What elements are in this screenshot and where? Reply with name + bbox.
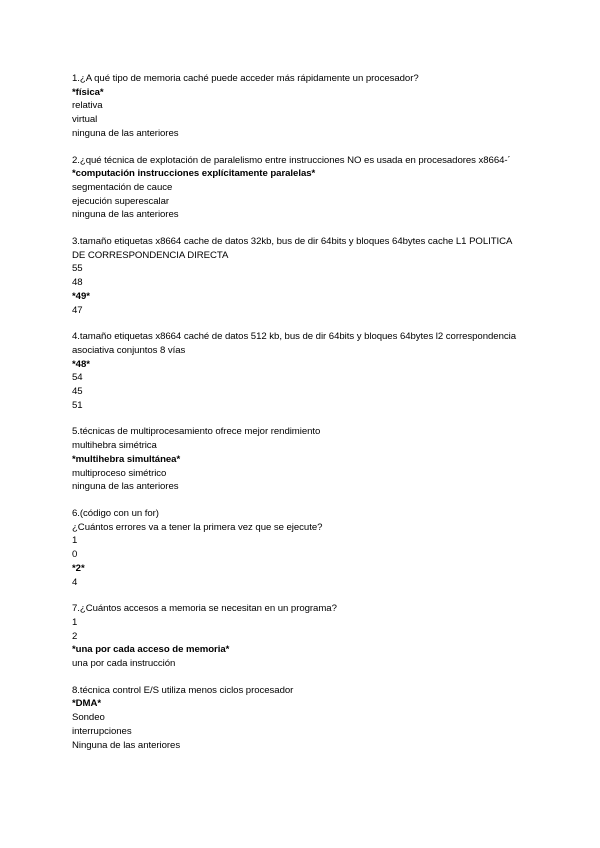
answer-option: 1 xyxy=(72,535,78,547)
answer-option-correct: *DMA* xyxy=(72,698,102,710)
answer-option: ninguna de las anteriores xyxy=(72,127,179,139)
answer-option: virtual xyxy=(72,114,98,126)
question-prompt-line: 8.técnica control E/S utiliza menos ciclos procesador xyxy=(72,684,294,696)
question-1 xyxy=(72,72,542,141)
answer-option: multiproceso simétrico xyxy=(72,467,167,479)
document-page xyxy=(72,72,542,765)
answer-option: 55 xyxy=(72,263,83,275)
question-prompt-line: 6.(código con un for) xyxy=(72,507,159,519)
question-prompt-line: 7.¿Cuántos accesos a memoria se necesitan en un programa? xyxy=(72,603,337,615)
question-prompt-line: 2.¿qué técnica de explotación de paralelismo entre instrucciones NO es usada en procesadores x8664-´ xyxy=(72,154,511,166)
answer-option: 1 xyxy=(72,616,78,628)
question-prompt-line: 3.tamaño etiquetas x8664 cache de datos 32kb, bus de dir 64bits y bloques 64bytes cache L1 POLITICA xyxy=(72,236,513,248)
answer-option: ninguna de las anteriores xyxy=(72,481,179,493)
question-6 xyxy=(72,507,542,589)
question-prompt-line: DE CORRESPONDENCIA DIRECTA xyxy=(72,249,229,261)
question-prompt-line: asociativa conjuntos 8 vías xyxy=(72,344,186,356)
question-list xyxy=(72,72,542,752)
answer-option-correct: *2* xyxy=(72,562,85,574)
answer-option-correct: *física* xyxy=(72,86,104,98)
answer-option: 54 xyxy=(72,372,83,384)
question-prompt-line: 1.¿A qué tipo de memoria caché puede acceder más rápidamente un procesador? xyxy=(72,73,419,84)
question-4 xyxy=(72,330,542,412)
answer-option-correct: *multihebra simultánea* xyxy=(72,453,181,465)
question-7 xyxy=(72,602,542,671)
question-5 xyxy=(72,425,542,494)
answer-option: segmentación de cauce xyxy=(72,181,173,193)
answer-option-correct: *49* xyxy=(72,290,90,302)
answer-option: 0 xyxy=(72,549,78,561)
answer-option: Sondeo xyxy=(72,712,105,724)
answer-option-correct: *48* xyxy=(72,358,90,370)
answer-option: 51 xyxy=(72,399,83,411)
question-prompt-line: 4.tamaño etiquetas x8664 caché de datos 512 kb, bus de dir 64bits y bloques 64bytes l2 correspondencia xyxy=(72,331,516,343)
answer-option: 48 xyxy=(72,277,83,289)
question-8 xyxy=(72,684,542,753)
answer-option: ejecución superescalar xyxy=(72,195,170,207)
answer-option: Ninguna de las anteriores xyxy=(72,739,181,751)
question-prompt-line: 5.técnicas de multiprocesamiento ofrece mejor rendimiento xyxy=(72,426,321,438)
question-2 xyxy=(72,154,542,223)
answer-option: multihebra simétrica xyxy=(72,440,157,452)
answer-option-correct: *computación instrucciones explícitamente paralelas* xyxy=(72,168,316,180)
answer-option: una por cada instrucción xyxy=(72,658,176,670)
question-3 xyxy=(72,235,542,317)
answer-option: 45 xyxy=(72,386,83,398)
answer-option: ninguna de las anteriores xyxy=(72,209,179,221)
answer-option: interrupciones xyxy=(72,725,132,737)
answer-option-correct: *una por cada acceso de memoria* xyxy=(72,644,230,656)
answer-option: 47 xyxy=(72,304,83,316)
answer-option: 2 xyxy=(72,630,78,642)
question-prompt-line: ¿Cuántos errores va a tener la primera vez que se ejecute? xyxy=(72,521,323,533)
answer-option: 4 xyxy=(72,576,78,588)
answer-option: relativa xyxy=(72,100,103,112)
